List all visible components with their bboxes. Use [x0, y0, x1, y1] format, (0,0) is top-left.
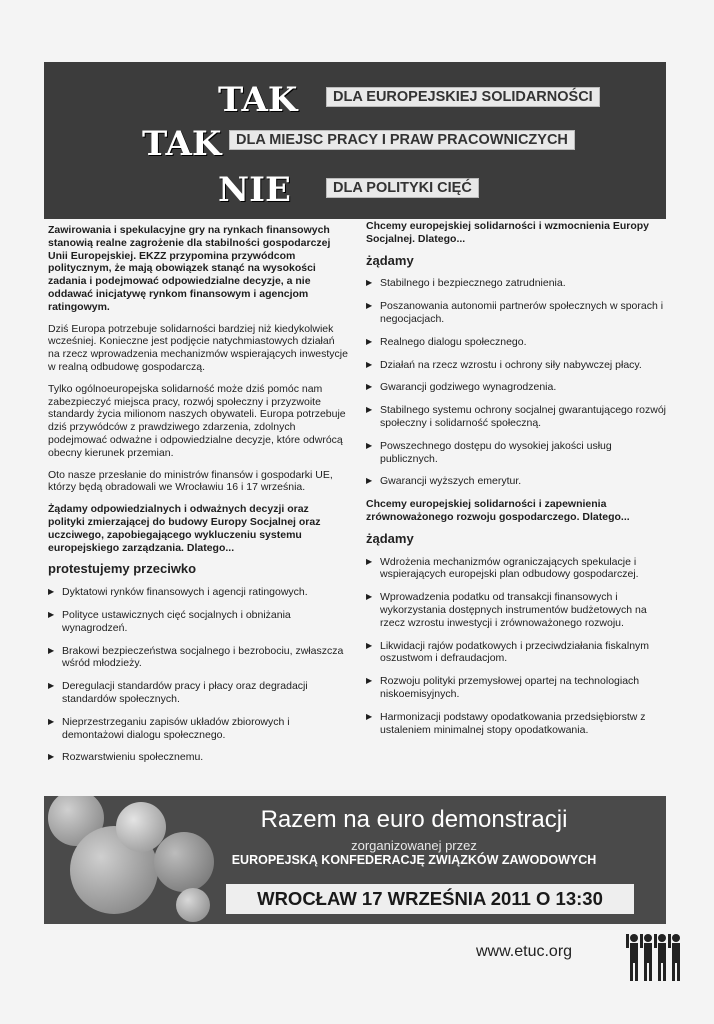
banner-solidarity: DLA EUROPEJSKIEJ SOLIDARNOŚCI [326, 87, 600, 107]
intro-paragraph: Zawirowania i spekulacyjne gry na rynkach finansowych stanowią realne zagrożenie dla stabilności gospodarczej Unii Europejskiej. EKZZ przypomina przywódcom politycznym, że mają obowiązek stanąć na wysokości zadania i podejmować odpowiedzialne decyzje, a nie oddawać inicjatywę rynkom finansowym i agencjom ratingowym. [48, 224, 331, 313]
list-item: ▶ Poszanowania autonomii partnerów społecznych w sporach i negocjacjach. [366, 300, 666, 326]
list-item: ▶ Działań na rzecz wzrostu i ochrony siły nabywczej płacy. [366, 359, 666, 372]
list-item: ▶ Wprowadzenia podatku od transakcji finansowych i wykorzystania dostępnych instrumentów budżetowych na rzecz wzrostu inwestycji i zrównoważonego rozwoju. [366, 591, 666, 629]
list-item: ▶ Deregulacji standardów pracy i płacy oraz degradacji standardów społecznych. [48, 680, 348, 706]
tak-heading-2: TAK [142, 124, 222, 164]
nie-heading: NIE [218, 170, 291, 210]
list-item: ▶ Likwidacji rajów podatkowych i przeciwdziałania fiskalnym oszustwom i defraudacjom. [366, 640, 666, 666]
list-item: ▶ Harmonizacji podstawy opodatkowania przedsiębiorstw z ustaleniem minimalnej stopy opodatkowania. [366, 711, 666, 737]
list-item: ▶ Wdrożenia mechanizmów ograniczających spekulacje i wspierających europejski plan odbudowy gospodarczej. [366, 556, 666, 582]
demands-heading-1: żądamy [366, 252, 414, 268]
paragraph-2: Dziś Europa potrzebuje solidarności bardziej niż kiedykolwiek wcześniej. Konieczne jest podjęcie natychmiastowych działań na rzecz wprowadzenia mechanizmów wspierających inwestycje w realną odbudowę gospodarczą. [48, 322, 348, 373]
etuc-logo-icon [622, 932, 686, 995]
footer-block [44, 796, 666, 924]
protest-heading: protestujemy przeciwko [48, 561, 197, 577]
event-date: WROCŁAW 17 WRZEŚNIA 2011 O 13:30 [226, 884, 634, 914]
list-item: ▶ Rozwoju polityki przemysłowej opartej na technologiach niskoemisyjnych. [366, 675, 666, 701]
demands-heading-2: żądamy [366, 530, 414, 546]
list-item: ▶ Stabilnego i bezpiecznego zatrudnienia. [366, 277, 666, 290]
list-item: ▶ Rozwarstwieniu społecznemu. [48, 751, 348, 764]
demands-paragraph: Żądamy odpowiedzialnych i odważnych decyzji oraz polityki zmierzającej do budowy Europy Socjalnej oraz uczciwego, zapobiegającego wykluczeniu systemu europejskiego zarządzania. Dlatego... [48, 503, 321, 554]
right-intro-2: Chcemy europejskiej solidarności i zapewnienia zrównoważonego rozwoju gospodarczego. Dlatego... [366, 498, 630, 523]
list-item: ▶ Gwarancji wyższych emerytur. [366, 475, 666, 488]
list-item: ▶ Realnego dialogu społecznego. [366, 336, 666, 349]
right-column [366, 220, 666, 746]
list-item: ▶ Gwarancji godziwego wynagrodzenia. [366, 381, 666, 394]
list-item: ▶ Brakowi bezpieczeństwa socjalnego i bezrobociu, zwłaszcza wśród młodzieży. [48, 645, 348, 671]
left-column [48, 224, 348, 774]
paragraph-3: Tylko ogólnoeuropejska solidarność może dziś pomóc nam zabezpieczyć miejsca pracy, rozwój społeczny i przyzwoite standardy życia milionom naszych obywateli. Europa potrzebuje dziś przywódców z prawdziwego zdarzenia, zdolnych podejmować odważne i odpowiedzialne decyzje, które odwrócą obecny kierunek przemian. [48, 382, 346, 459]
demands-list-2 [366, 556, 666, 737]
tak-heading-1: TAK [218, 80, 298, 120]
footer-organizer: EUROPEJSKĄ KONFEDERACJĘ ZWIĄZKÓW ZAWODOWYCH [231, 853, 597, 867]
protest-list [48, 586, 348, 764]
banner-austerity: DLA POLITYKI CIĘĆ [326, 178, 479, 198]
list-item: ▶ Stabilnego systemu ochrony socjalnej gwarantującego rozwój społeczny i solidarność społeczną. [366, 404, 666, 430]
paragraph-4: Oto nasze przesłanie do ministrów finansów i gospodarki UE, którzy będą obradowali we Wrocławiu 16 i 17 września. [48, 468, 333, 494]
website-link[interactable]: www.etuc.org [476, 943, 573, 960]
list-item: ▶ Powszechnego dostępu do wysokiej jakości usług publicznych. [366, 440, 666, 466]
footer-subtitle: zorganizowanej przez [351, 838, 477, 853]
header-block [44, 62, 666, 219]
list-item: ▶ Dyktatowi rynków finansowych i agencji ratingowych. [48, 586, 348, 599]
list-item: ▶ Polityce ustawicznych cięć socjalnych i obniżania wynagrodzeń. [48, 609, 348, 635]
footer-title: Razem na euro demonstracji [260, 806, 568, 833]
banner-jobs-rights: DLA MIEJSC PRACY I PRAW PRACOWNICZYCH [229, 130, 575, 150]
right-intro-1: Chcemy europejskiej solidarności i wzmocnienia Europy Socjalnej. Dlatego... [366, 220, 650, 245]
demands-list-1 [366, 277, 666, 488]
bubble-graphic [176, 888, 210, 922]
list-item: ▶ Nieprzestrzeganiu zapisów układów zbiorowych i demontażowi dialogu społecznego. [48, 716, 348, 742]
